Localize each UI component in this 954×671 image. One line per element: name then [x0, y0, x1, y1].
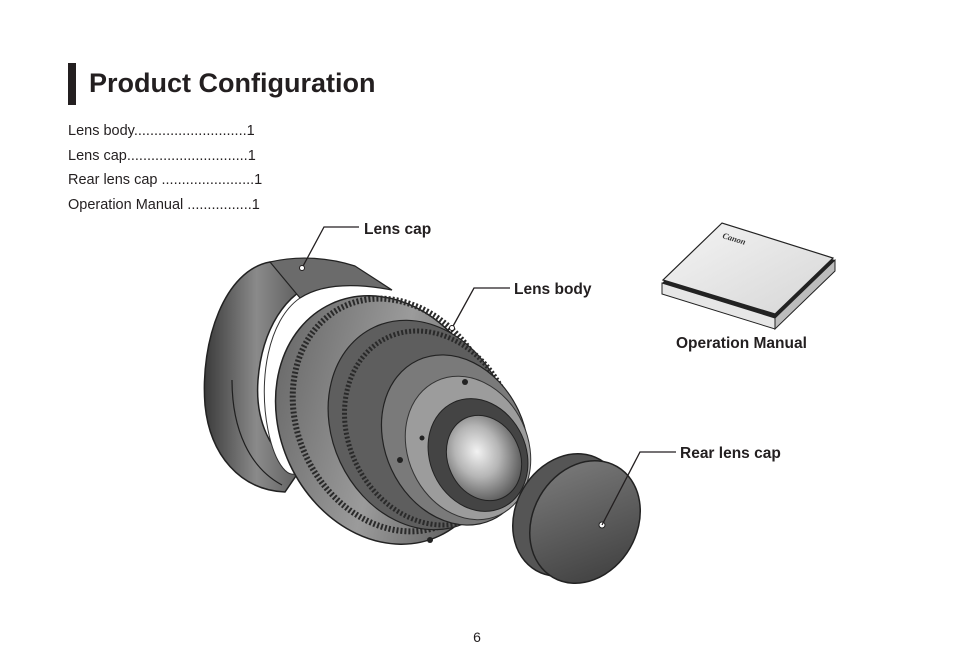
- lens-body-leader-dot: [450, 326, 455, 331]
- page-title: Product Configuration: [89, 68, 376, 98]
- callout-operation-manual: Operation Manual: [676, 335, 807, 352]
- manual-brand-text: Canon: [721, 230, 747, 247]
- lens-body-leader-line: [452, 288, 510, 328]
- contents-item-lens-cap: Lens cap..............................1: [68, 147, 256, 164]
- callout-rear-lens-cap: Rear lens cap: [680, 445, 781, 462]
- contents-item-lens-body: Lens body............................1: [68, 123, 255, 139]
- lens-cap-leader-dot: [300, 266, 305, 271]
- page-number: 6: [473, 629, 481, 645]
- callout-lens-cap: Lens cap: [364, 221, 432, 238]
- contents-item-rear-lens-cap: Rear lens cap .......................1: [68, 172, 263, 188]
- contents-item-operation-manual: Operation Manual ................1: [68, 196, 260, 213]
- callout-lens-body: Lens body: [514, 281, 592, 298]
- operation-manual-drawing: [662, 223, 835, 329]
